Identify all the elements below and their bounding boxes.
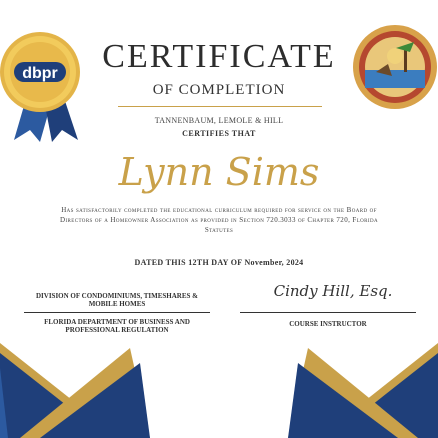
issuer-name: TANNENBAUM, LEMOLE & HILL [154,116,284,125]
certifies-label: CERTIFIES THAT [182,129,256,138]
completion-statement: Has satisfactorily completed the educational curriculum required for service on the Board of Directors of a Homeowner Association as provided in Section 720.3033 of Chapter 720, Florida Statutes [60,206,378,234]
certificate-subtitle: OF COMPLETION [152,82,286,98]
department-name: FLORIDA DEPARTMENT OF BUSINESS AND PROFESSIONAL REGULATION [44,318,190,334]
instructor-title: COURSE INSTRUCTOR [289,320,367,328]
certificate-title: CERTIFICATE [102,38,336,75]
division-name: DIVISION OF CONDOMINIUMS, TIMESHARES & MOBILE HOMES [36,292,198,308]
instructor-signature: Cindy Hill, Esq. [273,282,393,300]
signature-line-left [24,312,210,313]
svg-text:dbpr: dbpr [22,65,58,82]
signature-line-right [240,312,416,313]
date-line: DATED THIS 12TH DAY OF November, 2024 [134,258,304,267]
divider-line [118,106,322,107]
recipient-name: Lynn Sims [118,150,320,194]
